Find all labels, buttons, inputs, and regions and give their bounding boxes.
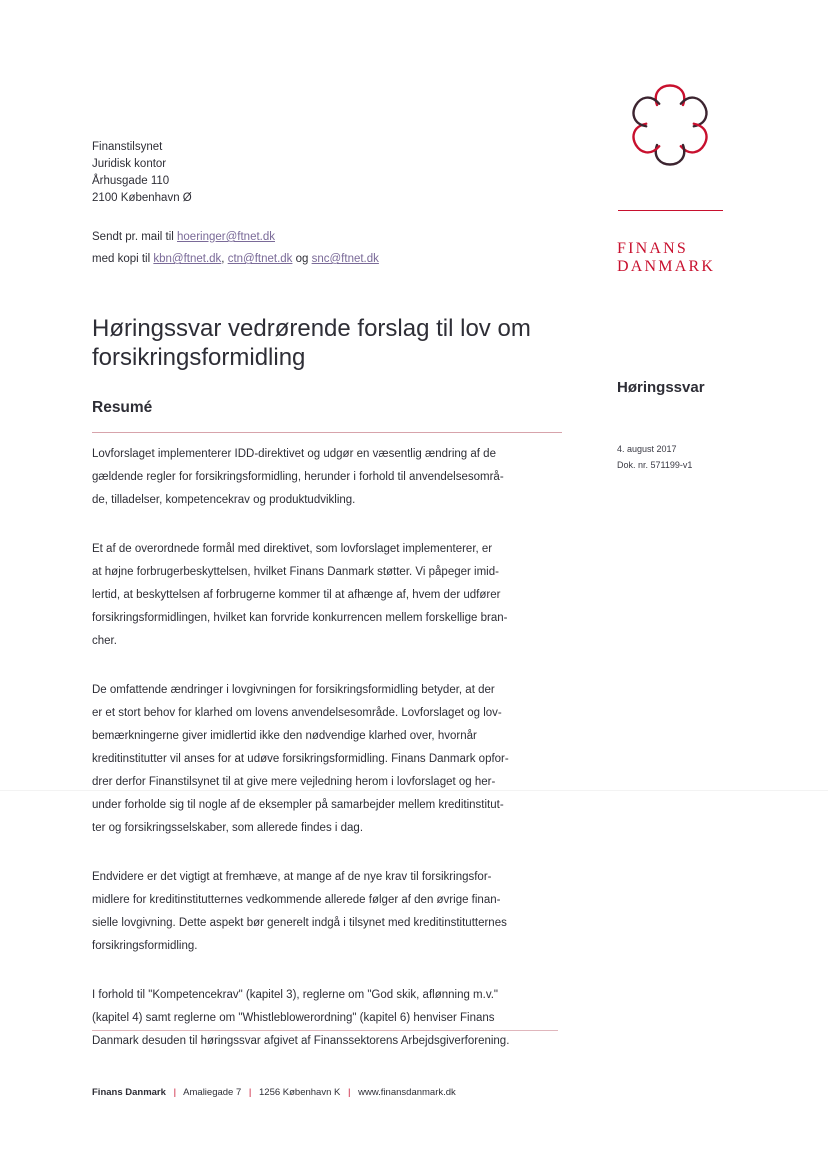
footer-address: Amaliegade 7 (183, 1087, 242, 1098)
text-line: forsikringsformidling. (92, 940, 198, 952)
text-line: Et af de overordnede formål med direktivet, som lovforslaget implementerer, er (92, 543, 493, 555)
paragraph-3 (92, 679, 562, 840)
text-line: lertid, at beskyttelsen af forbrugerne kommer til at afhænge af, hvem der udfører (92, 589, 501, 601)
title-line-2: forsikringsformidling (92, 344, 306, 371)
paragraph-2 (92, 538, 562, 653)
sent-line (92, 226, 379, 248)
text-line: under forholde sig til nogle af de eksempler på samarbejder mellem kreditinstitut- (92, 799, 504, 811)
body-divider (92, 1030, 558, 1031)
footer-org: Finans Danmark (92, 1087, 166, 1098)
copy-and: og (292, 253, 312, 265)
document-date: 4. august 2017 (617, 444, 677, 454)
footer-website-link[interactable]: www.finansdanmark.dk (358, 1087, 456, 1098)
brand-line-1: FINANS (617, 240, 688, 257)
logo-petal (656, 145, 684, 165)
page-footer (92, 1087, 456, 1098)
paragraph-5 (92, 984, 562, 1053)
text-line: forsikringsformidlingen, hvilket kan forvride konkurrencen mellem forskellige bran- (92, 612, 508, 624)
recipient-name: Finanstilsynet (92, 141, 163, 153)
email-link-main[interactable]: hoeringer@ftnet.dk (177, 231, 275, 243)
copy-line (92, 248, 379, 270)
footer-separator: | (248, 1087, 252, 1098)
sent-info (92, 226, 379, 270)
text-line: kreditinstitutter vil anses for at udøve forsikringsformidling. Finans Danmark opfor- (92, 753, 509, 765)
text-line: cher. (92, 635, 117, 647)
paragraph-1 (92, 443, 562, 512)
text-line: at højne forbrugerbeskyttelsen, hvilket Finans Danmark støtter. Vi påpeger imid- (92, 566, 499, 578)
recipient-city: 2100 København Ø (92, 192, 192, 204)
text-line: De omfattende ændringer i lovgivningen for forsikringsformidling betyder, at der (92, 684, 495, 696)
recipient-department: Juridisk kontor (92, 158, 167, 170)
text-line: ter og forsikringsselskaber, som allerede findes i dag. (92, 822, 364, 834)
footer-city: 1256 København K (259, 1087, 341, 1098)
knot-ring-logo-icon (610, 68, 730, 183)
sent-prefix: Sendt pr. mail til (92, 231, 178, 243)
text-line: gældende regler for forsikringsformidling, herunder i forhold til anvendelsesområ- (92, 471, 504, 483)
paragraph-4 (92, 866, 562, 958)
page-title (92, 314, 582, 372)
text-line: er et stort behov for klarhed om lovens anvendelsesområde. Lovforslaget og lov- (92, 707, 502, 719)
copy-prefix: med kopi til (92, 253, 154, 265)
title-line-1: Høringssvar vedrørende forslag til lov om (92, 315, 531, 342)
scan-artifact-line (0, 790, 828, 791)
logo-divider (618, 210, 723, 211)
text-line: drer derfor Finanstilsynet til at give mere vejledning herom i lovforslaget og her- (92, 776, 496, 788)
text-line: Endvidere er det vigtigt at fremhæve, at mange af de nye krav til forsikringsfor- (92, 871, 492, 883)
text-line: sielle lovgivning. Dette aspekt bør generelt indgå i tilsynet med kreditinstitutternes (92, 917, 507, 929)
heading-divider (92, 432, 562, 433)
summary-body (92, 443, 562, 1079)
email-link-copy-1[interactable]: kbn@ftnet.dk (153, 253, 222, 265)
copy-separator: , (221, 253, 228, 265)
text-line: midlere for kreditinstitutternes vedkommende allerede følger af den øvrige finan- (92, 894, 501, 906)
logo-petal (656, 86, 684, 106)
text-line: bemærkningerne giver imidlertid ikke den nødvendige klarhed over, hvornår (92, 730, 477, 742)
footer-separator: | (348, 1087, 351, 1098)
document-meta (617, 441, 692, 473)
footer-separator: | (173, 1087, 177, 1098)
section-heading: Resumé (92, 399, 153, 416)
recipient-street: Århusgade 110 (92, 175, 170, 187)
document-type: Høringssvar (617, 379, 705, 396)
recipient-address (92, 139, 192, 207)
text-line: Danmark desuden til høringssvar afgivet af Finanssektorens Arbejdsgiverforening. (92, 1035, 510, 1047)
brand-line-2: DANMARK (617, 258, 716, 275)
text-line: (kapitel 4) samt reglerne om "Whistleblowerordning" (kapitel 6) henviser Finans (92, 1012, 495, 1024)
text-line: Lovforslaget implementerer IDD-direktivet og udgør en væsentlig ændring af de (92, 448, 496, 460)
text-line: de, tilladelser, kompetencekrav og produktudvikling. (92, 494, 356, 506)
email-link-copy-2[interactable]: ctn@ftnet.dk (227, 253, 293, 265)
brand-wordmark (617, 240, 715, 276)
document-number: Dok. nr. 571199-v1 (617, 460, 693, 470)
email-link-copy-3[interactable]: snc@ftnet.dk (311, 253, 379, 265)
text-line: I forhold til "Kompetencekrav" (kapitel 3), reglerne om "God skik, aflønning m.v." (92, 989, 499, 1001)
